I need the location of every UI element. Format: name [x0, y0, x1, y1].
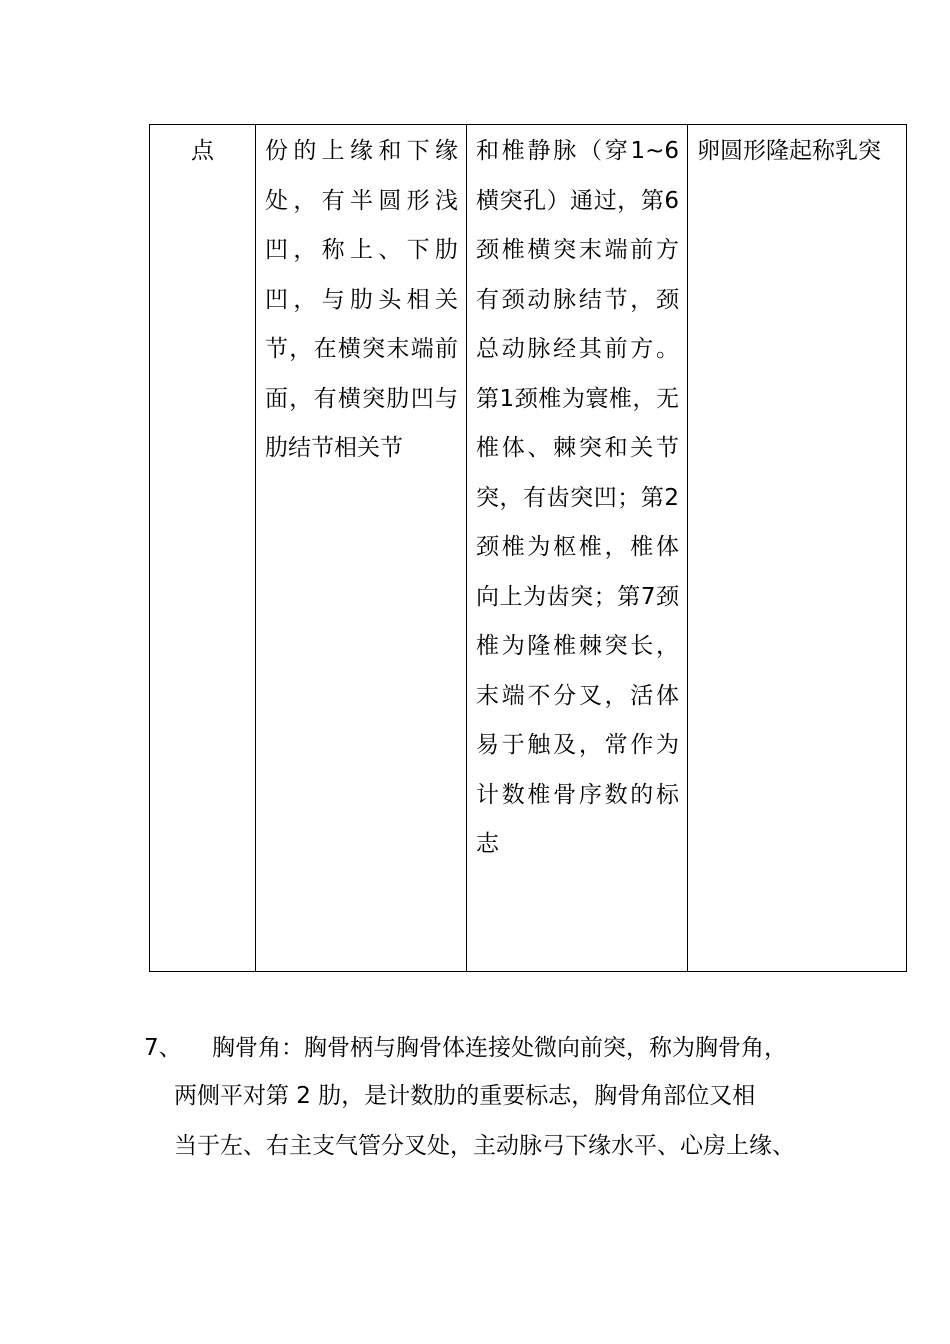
table-cell-feature-label: 点 — [150, 125, 256, 972]
table-row — [150, 125, 907, 972]
table-cell-cervical-vertebrae: 和椎静脉（穿1~6横突孔）通过，第6颈椎横突末端前方有颈动脉结节，颈总动脉经其前方。第1颈椎为寰椎，无椎体、棘突和关节突，有齿突凹；第2颈椎为枢椎，椎体向上为齿突；第7颈椎为隆椎棘突长，末端不分叉，活体易于触及，常作为计数椎骨序数的标志 — [467, 125, 688, 972]
list-number: 7、 — [144, 1035, 182, 1061]
table-cell-thoracic-vertebrae: 份的上缘和下缘处，有半圆形浅凹，称上、下肋凹，与肋头相关节，在横突末端前面，有横突肋凹与肋结节相关节 — [256, 125, 467, 972]
paragraph-line-2: 两侧平对第 2 肋，是计数肋的重要标志，胸骨角部位又相 — [174, 1083, 756, 1109]
anatomy-table — [149, 124, 907, 972]
table-cell-temporal-bone: 卵圆形隆起称乳突 — [688, 125, 907, 972]
paragraph-line-1: 胸骨角：胸骨柄与胸骨体连接处微向前突，称为胸骨角， — [212, 1035, 787, 1061]
paragraph-line-3: 当于左、右主支气管分叉处，主动脉弓下缘水平、心房上缘、 — [174, 1133, 795, 1159]
